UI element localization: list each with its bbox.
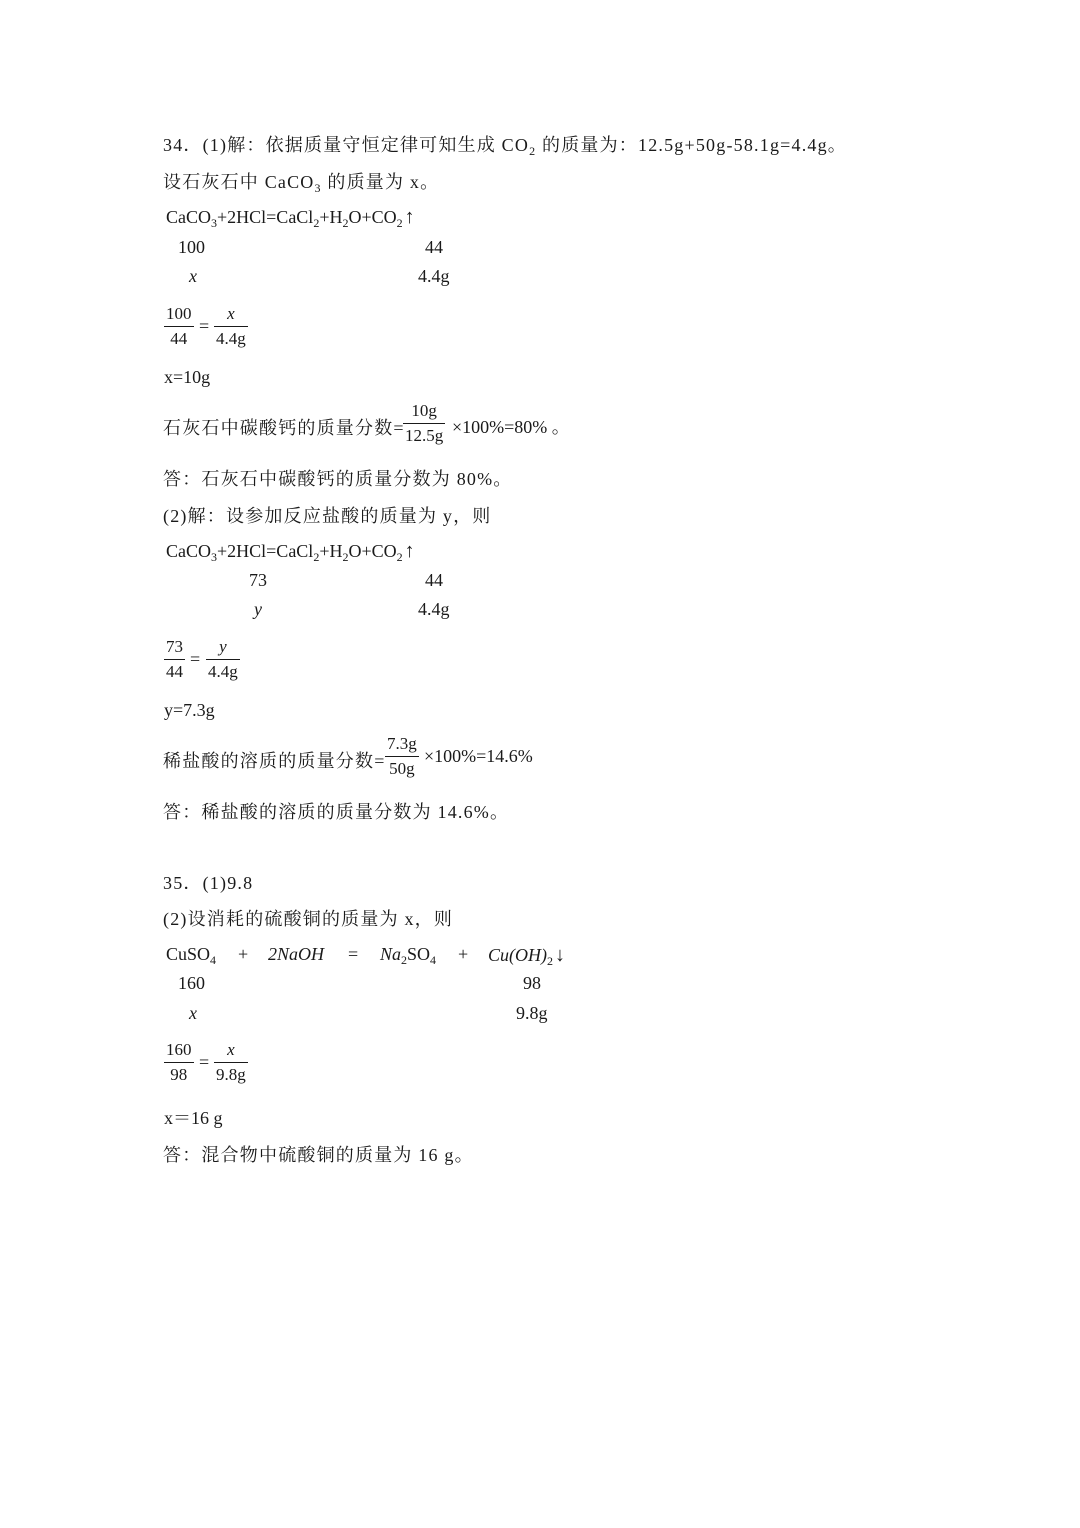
ratio3-right-fraction <box>214 1038 248 1087</box>
eq1-sub: 2 <box>313 216 320 230</box>
q34-fraction-label: 石灰石中碳酸钙的质量分数= <box>163 418 405 438</box>
q34-mass-fraction <box>403 399 445 448</box>
ratio2-equals: = <box>190 649 201 669</box>
eq1-part: +H <box>319 207 343 227</box>
q34-set-line <box>163 168 439 196</box>
eq1-sub: 3 <box>211 216 217 230</box>
eq3-molar-left: 160 <box>178 973 205 993</box>
eq2-molar-left: 73 <box>249 570 267 590</box>
ratio2-left-fraction <box>164 635 185 684</box>
down-arrow-icon: ↓ <box>555 944 565 966</box>
fraction-denominator: 12.5g <box>405 426 444 445</box>
q34-fraction2-tail: ×100%=14.6% <box>424 746 533 766</box>
q34-set-end: 的质量为 x。 <box>321 172 440 192</box>
eq2-part: CaCO <box>166 541 211 561</box>
q34-answer-1: 答：石灰石中碳酸钙的质量分数为 80%。 <box>163 469 513 489</box>
eq1-sub: 2 <box>342 216 349 230</box>
q35-eq-plus-2: + <box>458 944 469 964</box>
eq2-molar-right: 44 <box>425 570 443 590</box>
ratio1-equals: = <box>199 316 210 336</box>
ratio2-right-fraction <box>206 635 240 684</box>
q35-eq-cuoh2 <box>488 944 565 969</box>
fraction-numerator: 7.3g <box>387 734 417 753</box>
eq3-part: Na <box>380 944 402 964</box>
q34-mass-fraction-2 <box>385 732 419 781</box>
fraction-numerator: 100 <box>166 304 192 323</box>
eq1-unknown-right: 4.4g <box>418 266 450 286</box>
eq1-part: +2HCl=CaCl <box>217 207 314 227</box>
eq1-part: CaCO <box>166 207 211 227</box>
eq3-part: CuSO <box>166 944 211 964</box>
fraction-numerator: 10g <box>411 401 437 420</box>
q35-eq-plus-1: + <box>238 944 249 964</box>
eq3-sub: 4 <box>210 953 217 967</box>
eq2-sub: 2 <box>396 550 403 564</box>
q34-fraction2-label: 稀盐酸的溶质的质量分数= <box>163 751 386 771</box>
q34-result-x: x=10g <box>164 367 211 387</box>
fraction-numerator: x <box>227 304 235 323</box>
q35-eq-na2so4 <box>380 944 436 968</box>
up-arrow-icon: ↑ <box>404 540 415 562</box>
up-arrow-icon: ↑ <box>404 206 415 228</box>
eq3-sub: 4 <box>430 953 437 967</box>
eq2-part: O+CO <box>348 541 397 561</box>
q34-equation-2 <box>166 540 415 565</box>
eq1-part: O+CO <box>348 207 397 227</box>
eq2-part: +2HCl=CaCl <box>217 541 314 561</box>
q34-intro-line <box>163 131 847 159</box>
eq3-unknown-left: x <box>189 1003 197 1023</box>
fraction-numerator: x <box>227 1040 235 1059</box>
q34-intro-text: 34．(1)解：依据质量守恒定律可知生成 CO <box>163 135 530 155</box>
ratio1-right-fraction <box>214 302 248 351</box>
ratio3-equals: = <box>199 1052 210 1072</box>
fraction-numerator: y <box>219 637 227 656</box>
q35-part-2: (2)设消耗的硫酸铜的质量为 x，则 <box>163 909 454 929</box>
eq3-part: SO <box>407 944 431 964</box>
eq3-sub: 2 <box>401 953 408 967</box>
fraction-numerator: 160 <box>166 1040 192 1059</box>
eq2-sub: 3 <box>211 550 217 564</box>
eq3-molar-right: 98 <box>523 973 541 993</box>
fraction-numerator: 73 <box>166 637 183 656</box>
fraction-denominator: 50g <box>389 759 415 778</box>
eq1-sub: 2 <box>396 216 403 230</box>
eq1-molar-right: 44 <box>425 237 443 257</box>
eq1-unknown-left: x <box>189 266 197 286</box>
fraction-denominator: 98 <box>170 1065 188 1084</box>
eq3-part: Cu(OH) <box>488 945 547 965</box>
fraction-denominator: 9.8g <box>216 1065 246 1084</box>
fraction-denominator: 4.4g <box>208 662 238 681</box>
q35-eq-naoh: 2NaOH <box>268 944 325 964</box>
q35-part-1: 35．(1)9.8 <box>163 873 254 893</box>
fraction-denominator: 44 <box>166 662 183 681</box>
eq1-molar-left: 100 <box>178 237 205 257</box>
eq3-sub: 2 <box>547 954 553 968</box>
eq2-sub: 2 <box>342 550 349 564</box>
q34-result-y: y=7.3g <box>164 700 215 720</box>
fraction-denominator: 44 <box>170 329 188 348</box>
q35-result: x＝16 g <box>164 1108 223 1128</box>
eq2-sub: 2 <box>313 550 320 564</box>
q34-intro-sub: 2 <box>529 144 537 158</box>
q34-set-text: 设石灰石中 CaCO <box>163 172 315 192</box>
eq2-part: +H <box>319 541 343 561</box>
eq3-unknown-right: 9.8g <box>516 1003 548 1023</box>
q34-set-sub: 3 <box>314 181 322 195</box>
fraction-denominator: 4.4g <box>216 329 246 348</box>
q34-part-2: (2)解：设参加反应盐酸的质量为 y，则 <box>163 506 492 526</box>
q35-eq-equals: = <box>348 944 359 964</box>
q34-answer-2: 答：稀盐酸的溶质的质量分数为 14.6%。 <box>163 802 510 822</box>
eq2-unknown-left: y <box>254 599 262 619</box>
eq2-unknown-right: 4.4g <box>418 599 450 619</box>
ratio1-left-fraction <box>164 302 194 351</box>
ratio3-left-fraction <box>164 1038 194 1087</box>
q35-eq-cuso4 <box>166 944 216 968</box>
q34-fraction-tail: ×100%=80% 。 <box>452 417 570 437</box>
q34-intro-end: 的质量为：12.5g+50g-58.1g=4.4g。 <box>536 135 847 155</box>
q35-answer: 答：混合物中硫酸铜的质量为 16 g。 <box>163 1145 474 1165</box>
q34-equation-1 <box>166 206 415 231</box>
